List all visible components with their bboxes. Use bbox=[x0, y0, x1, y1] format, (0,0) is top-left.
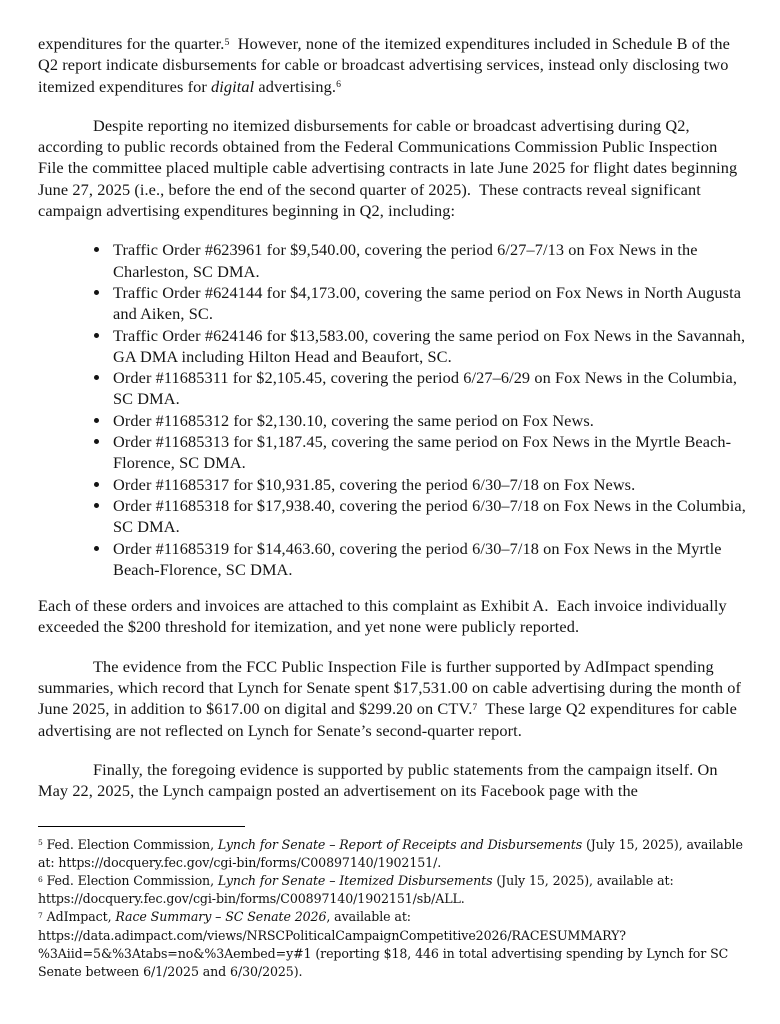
order-bullet-list bbox=[38, 239, 747, 580]
list-item: • Order #11685317 for $10,931.85, covering the period 6/30–7/18 on Fox News. bbox=[111, 474, 747, 495]
footnote-6: $^6$ Fed. Election Commission, Lynch for Senate – Itemized Disbursements (July 15, 2025), available at: https://docquery.fec.gov/cgi-bin/forms/C00897140/1902151/sb/ALL. bbox=[38, 872, 678, 907]
paragraph-fcc-inspection-file: Despite reporting no itemized disbursements for cable or broadcast advertising during Q2, according to public records obtained from the Federal Communications Commission Public Inspection File the committee placed multiple cable advertising contracts in late June 2025 for flight dates beginning June 27, 2025 (i.e., before the end of the second quarter of 2025). These contracts reveal significant campaign advertising expenditures beginning in Q2, including: bbox=[38, 115, 742, 221]
list-item: • Traffic Order #624146 for $13,583.00, covering the same period on Fox News in the Savannah, GA DMA including Hilton Head and Beaufort, SC. bbox=[111, 325, 747, 368]
paragraph-exhibit-a: Each of these orders and invoices are attached to this complaint as Exhibit A. Each invoice individually exceeded the $200 threshold for itemization, and yet none were publicly reported. bbox=[38, 596, 731, 637]
list-item: • Order #11685318 for $17,938.40, covering the period 6/30–7/18 on Fox News in the Columbia, SC DMA. bbox=[111, 495, 747, 538]
list-item: • Traffic Order #624144 for $4,173.00, covering the same period on Fox News in North Augusta and Aiken, SC. bbox=[111, 282, 747, 325]
footnote-separator bbox=[38, 826, 245, 827]
list-item: • Order #11685313 for $1,187.45, covering the same period on Fox News in the Myrtle Beach-Florence, SC DMA. bbox=[111, 431, 747, 474]
list-item: • Traffic Order #623961 for $9,540.00, covering the period 6/27–7/13 on Fox News in the Charleston, SC DMA. bbox=[111, 239, 747, 282]
paragraph-quarter-expenditures: expenditures for the quarter.$^5$ However, none of the itemized expenditures included in Schedule B of the Q2 report indicate disbursements for cable or broadcast advertising services, instead only disclosing two itemized expenditures for digital advertising.$^6$ bbox=[38, 34, 735, 96]
footnotes-section bbox=[38, 826, 747, 982]
paragraph-adimpact-evidence: The evidence from the FCC Public Inspection File is further supported by AdImpact spending summaries, which record that Lynch for Senate spent $17,531.00 on cable advertising during the month of June 2025, in addition to $617.00 on digital and $299.20 on CTV.$^7$ These large Q2 expenditures for cable advertising are not reflected on Lynch for Senate’s second-quarter report. bbox=[38, 656, 746, 740]
list-item: • Order #11685319 for $14,463.60, covering the period 6/30–7/18 on Fox News in the Myrtle Beach-Florence, SC DMA. bbox=[111, 538, 747, 581]
paragraph-facebook-statement: Finally, the foregoing evidence is supported by public statements from the campaign itself. On May 22, 2025, the Lynch campaign posted an advertisement on its Facebook page with the bbox=[38, 759, 722, 801]
footnote-5: $^5$ Fed. Election Commission, Lynch for Senate – Report of Receipts and Disbursements (July 15, 2025), available at: https://docquery.fec.gov/cgi-bin/forms/C00897140/1902151/. bbox=[38, 836, 747, 870]
list-item: • Order #11685311 for $2,105.45, covering the period 6/27–6/29 on Fox News in the Columbia, SC DMA. bbox=[111, 367, 747, 410]
list-item: • Order #11685312 for $2,130.10, covering the same period on Fox News. bbox=[111, 410, 747, 431]
footnote-7: $^7$ AdImpact, Race Summary – SC Senate 2026, available at: https://data.adimpact.com/views/NRSCPoliticalCampaignCompetitive2026/RACESUMMARY?%3Aiid=5&%3Atabs=no&%3Aembed=y#1 (reporting $18, 446 in total advertising spending by Lynch for SC Senate between 6/1/2025 and 6/30/2025). bbox=[38, 909, 733, 979]
